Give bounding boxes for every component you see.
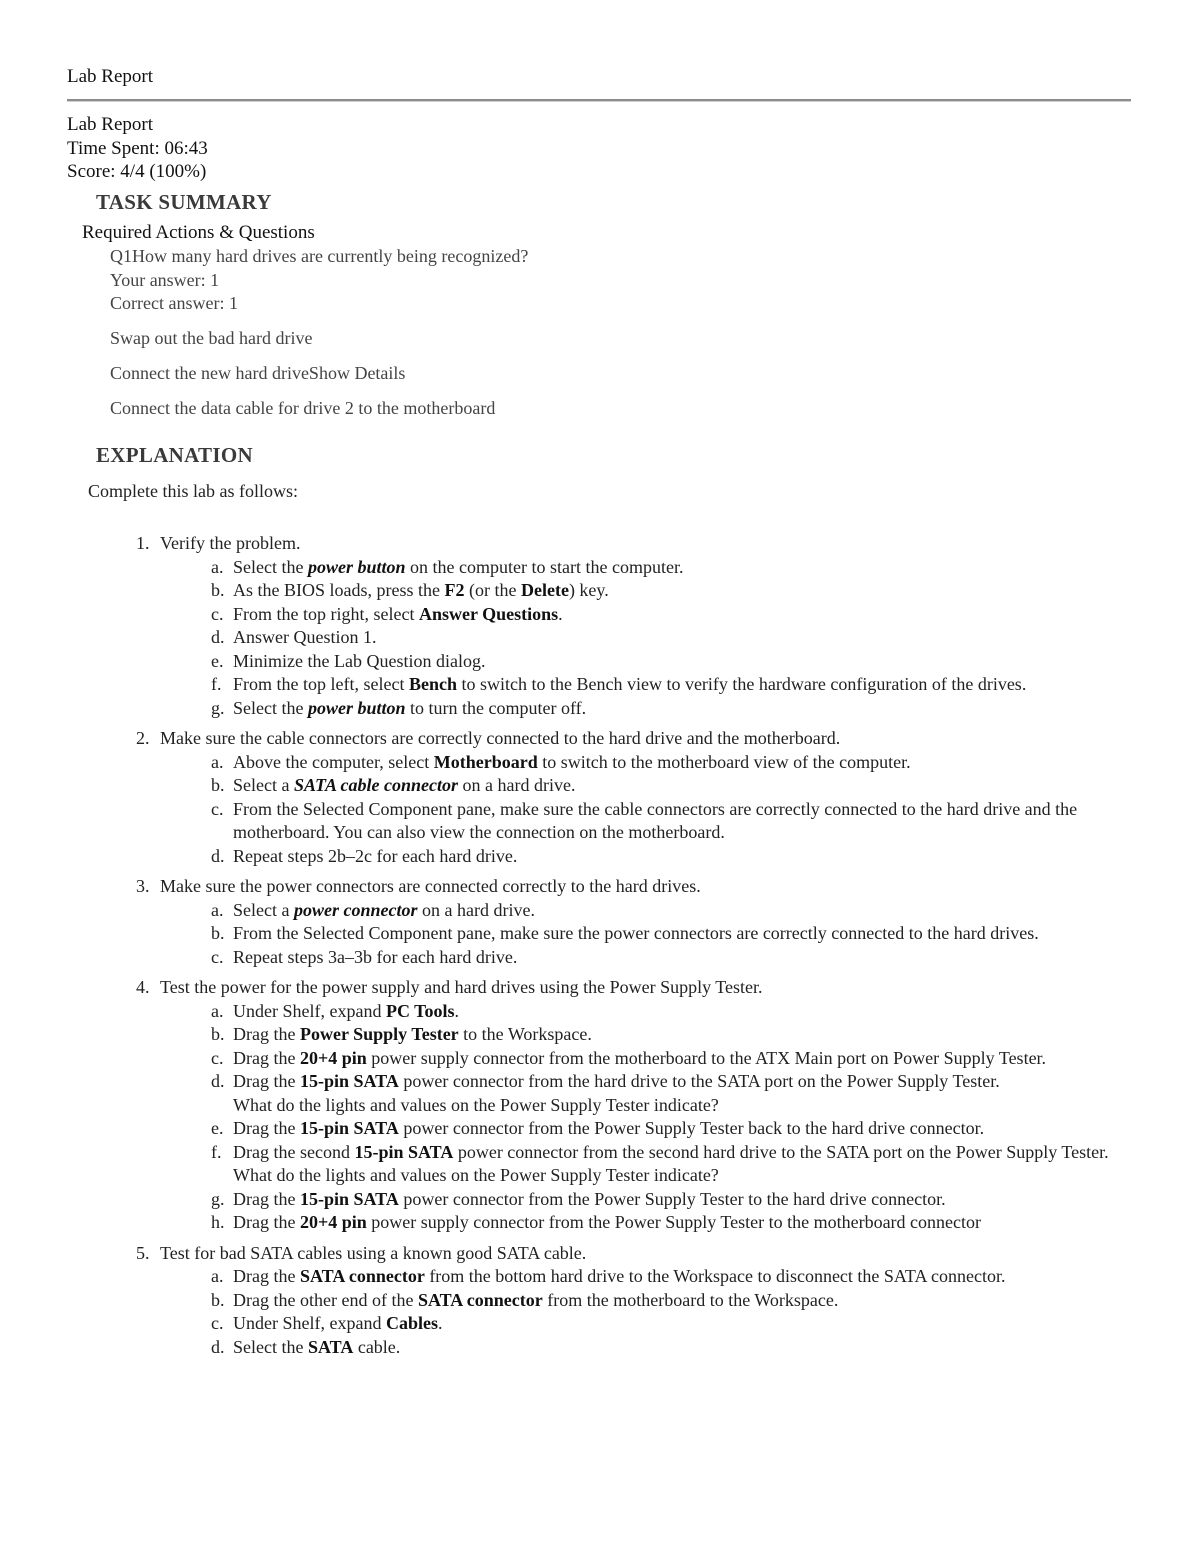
substep-list	[160, 1265, 1120, 1359]
emphasis-term: 20+4 pin	[299, 1212, 367, 1232]
emphasis-term: SATA cable connector	[293, 775, 458, 795]
substep-item	[211, 650, 1120, 674]
step-item	[136, 532, 1120, 720]
substep-item	[211, 774, 1120, 798]
substep-text: .	[454, 1000, 459, 1021]
step-item	[136, 976, 1120, 1235]
substep-text: Above the computer, select	[233, 751, 434, 772]
substep-list	[160, 899, 1120, 970]
step-item	[136, 1242, 1120, 1360]
substep-text: power connector from the Power Supply Tester to the hard drive connector.	[398, 1188, 946, 1209]
required-actions-heading: Required Actions & Questions	[82, 222, 315, 243]
substep-text: Drag the	[233, 1118, 300, 1138]
substep-text: Drag the	[233, 1266, 300, 1286]
task-summary-heading: TASK SUMMARY	[96, 190, 272, 214]
substep-text: to turn the computer off.	[405, 697, 587, 718]
task-item-connect-drive[interactable]: Connect the new hard driveShow Details	[110, 363, 406, 383]
substep-text: ) key.	[568, 580, 609, 600]
explanation-steps	[136, 532, 1120, 1366]
substep-text: From the Selected Component pane, make sure the cable connectors are correctly connected to the hard drive and the motherboard. You can also view the connection on the motherboard.	[233, 798, 1078, 842]
substep-item	[211, 579, 1120, 603]
substep-text: Answer Question 1.	[233, 627, 377, 647]
substep-text: power supply connector from the motherboard to the ATX Main port on Power Supply Tester.	[366, 1047, 1047, 1068]
emphasis-term: SATA connector	[299, 1266, 425, 1286]
substep-text: Under Shelf, expand	[233, 1000, 386, 1021]
your-answer: Your answer: 1	[110, 269, 220, 290]
substep-item	[211, 603, 1120, 627]
substep-text: on a hard drive.	[458, 775, 576, 795]
substep-text: to switch to the Bench view to verify the hardware configuration of the drives.	[456, 674, 1027, 694]
emphasis-term: F2	[444, 580, 465, 600]
substep-item	[211, 1070, 1120, 1117]
substep-text: Select the	[233, 556, 308, 577]
emphasis-term: PC Tools	[385, 1000, 455, 1021]
substep-text: Repeat steps 3a–3b for each hard drive.	[233, 946, 518, 967]
substep-text: Drag the other end of the	[233, 1289, 418, 1310]
substep-text: Select the	[233, 1336, 308, 1357]
substep-letter: d.	[211, 845, 225, 866]
substep-letter: f.	[211, 674, 222, 694]
explanation-heading: EXPLANATION	[96, 443, 253, 467]
substep-item	[211, 1141, 1120, 1188]
step-item	[136, 875, 1120, 969]
emphasis-term: power button	[307, 556, 406, 577]
substep-text: As the BIOS loads, press the	[233, 580, 445, 600]
emphasis-term: power connector	[293, 899, 418, 920]
report-meta	[67, 113, 208, 184]
page-title: Lab Report	[67, 66, 154, 87]
substep-letter: d.	[211, 627, 225, 647]
substep-list	[160, 1000, 1120, 1235]
emphasis-term: Bench	[408, 674, 457, 694]
step-number: 1.	[136, 533, 150, 553]
substep-text: power supply connector from the Power Supply Tester to the motherboard connector	[366, 1212, 982, 1232]
emphasis-term: SATA	[307, 1336, 354, 1357]
substep-item	[211, 1188, 1120, 1212]
score: Score: 4/4 (100%)	[67, 161, 207, 182]
substep-text: cable.	[353, 1336, 401, 1357]
substep-text: From the Selected Component pane, make sure the power connectors are correctly connected to the hard drives.	[233, 923, 1039, 943]
substep-item	[211, 899, 1120, 923]
substep-text: .	[558, 603, 563, 624]
substep-text: What do the lights and values on the Power Supply Tester indicate?	[233, 1094, 719, 1115]
substep-list	[160, 556, 1120, 721]
substep-item	[211, 922, 1120, 946]
substep-text: Drag the second	[233, 1141, 355, 1162]
step-text: Test for bad SATA cables using a known good SATA cable.	[160, 1242, 587, 1263]
substep-letter: c.	[211, 798, 224, 819]
question-block	[110, 245, 528, 316]
step-text: Test the power for the power supply and hard drives using the Power Supply Tester.	[160, 977, 763, 997]
step-text: Make sure the power connectors are connected correctly to the hard drives.	[160, 876, 701, 896]
substep-letter: b.	[211, 580, 225, 600]
substep-letter: e.	[211, 1118, 224, 1138]
substep-item	[211, 798, 1120, 845]
step-number: 2.	[136, 728, 150, 748]
substep-letter: f.	[211, 1141, 222, 1162]
substep-letter: c.	[211, 946, 224, 967]
emphasis-term: 15-pin SATA	[354, 1141, 454, 1162]
substep-text: on the computer to start the computer.	[405, 556, 684, 577]
substep-item	[211, 946, 1120, 970]
substep-item	[211, 697, 1120, 721]
time-spent: Time Spent: 06:43	[67, 137, 208, 159]
substep-text: Select a	[233, 899, 294, 920]
substep-letter: c.	[211, 603, 224, 624]
substep-item	[211, 556, 1120, 580]
substep-text: .	[437, 1313, 443, 1333]
substep-text: What do the lights and values on the Power Supply Tester indicate?	[233, 1165, 719, 1185]
emphasis-term: 15-pin SATA	[299, 1118, 399, 1138]
substep-letter: a.	[211, 899, 224, 920]
emphasis-term: Cables	[385, 1313, 438, 1333]
substep-text: Drag the	[233, 1212, 300, 1232]
emphasis-term: Delete	[520, 580, 569, 600]
substep-text: (or the	[464, 580, 521, 600]
substep-text: Select the	[233, 697, 308, 718]
substep-letter: d.	[211, 1336, 225, 1357]
substep-text: Select a	[233, 775, 294, 795]
substep-item	[211, 1312, 1120, 1336]
emphasis-term: 15-pin SATA	[299, 1188, 399, 1209]
substep-letter: b.	[211, 1024, 225, 1044]
substep-item	[211, 1047, 1120, 1071]
substep-list	[160, 751, 1120, 869]
substep-item	[211, 626, 1120, 650]
substep-item	[211, 673, 1120, 697]
emphasis-term: Motherboard	[433, 751, 538, 772]
step-number: 5.	[136, 1242, 150, 1263]
substep-text: Drag the	[233, 1024, 300, 1044]
step-text: Verify the problem.	[160, 533, 301, 553]
step-number: 3.	[136, 876, 150, 896]
emphasis-term: 20+4 pin	[299, 1047, 367, 1068]
question-text: Q1How many hard drives are currently being recognized?	[110, 246, 529, 266]
substep-letter: c.	[211, 1313, 224, 1333]
substep-letter: b.	[211, 775, 225, 795]
substep-text: on a hard drive.	[417, 899, 535, 920]
emphasis-term: Answer Questions	[418, 603, 559, 624]
step-item	[136, 727, 1120, 868]
substep-item	[211, 751, 1120, 775]
substep-item	[211, 1000, 1120, 1024]
substep-letter: b.	[211, 923, 225, 943]
substep-text: Repeat steps 2b–2c for each hard drive.	[233, 845, 518, 866]
substep-text: to switch to the motherboard view of the computer.	[537, 751, 911, 772]
substep-letter: a.	[211, 556, 224, 577]
substep-letter: d.	[211, 1071, 225, 1091]
substep-text: to the Workspace.	[458, 1024, 592, 1044]
substep-text: Minimize the Lab Question dialog.	[233, 650, 486, 671]
substep-letter: g.	[211, 1188, 225, 1209]
substep-item	[211, 1211, 1120, 1235]
substep-item	[211, 1117, 1120, 1141]
substep-letter: a.	[211, 751, 224, 772]
substep-text: Drag the	[233, 1188, 300, 1209]
substep-text: from the bottom hard drive to the Workspace to disconnect the SATA connector.	[424, 1266, 1006, 1286]
step-number: 4.	[136, 977, 150, 997]
header-divider	[67, 99, 1131, 102]
substep-letter: b.	[211, 1289, 225, 1310]
emphasis-term: 15-pin SATA	[299, 1071, 399, 1091]
substep-text: Drag the	[233, 1047, 300, 1068]
substep-letter: a.	[211, 1000, 224, 1021]
step-text: Make sure the cable connectors are correctly connected to the hard drive and the motherboard.	[160, 728, 841, 748]
substep-text: Drag the	[233, 1071, 300, 1091]
substep-item	[211, 1336, 1120, 1360]
explanation-intro: Complete this lab as follows:	[88, 481, 298, 501]
emphasis-term: power button	[307, 697, 406, 718]
substep-letter: e.	[211, 650, 224, 671]
substep-text: From the top right, select	[233, 603, 419, 624]
task-item-swap-drive: Swap out the bad hard drive	[110, 328, 313, 348]
substep-text: power connector from the Power Supply Tester back to the hard drive connector.	[398, 1118, 985, 1138]
correct-answer: Correct answer: 1	[110, 293, 238, 313]
report-name: Lab Report	[67, 114, 154, 135]
substep-letter: g.	[211, 697, 225, 718]
substep-text: Under Shelf, expand	[233, 1313, 386, 1333]
task-item-connect-cable: Connect the data cable for drive 2 to the motherboard	[110, 398, 496, 418]
substep-item	[211, 1265, 1120, 1289]
substep-item	[211, 1023, 1120, 1047]
substep-text: From the top left, select	[233, 674, 409, 694]
emphasis-term: SATA connector	[417, 1289, 543, 1310]
substep-item	[211, 1289, 1120, 1313]
substep-letter: a.	[211, 1266, 224, 1286]
substep-text: from the motherboard to the Workspace.	[542, 1289, 839, 1310]
substep-letter: h.	[211, 1212, 225, 1232]
emphasis-term: Power Supply Tester	[299, 1024, 459, 1044]
substep-letter: c.	[211, 1047, 224, 1068]
substep-item	[211, 845, 1120, 869]
substep-text: power connector from the second hard drive to the SATA port on the Power Supply Tester.	[453, 1141, 1109, 1162]
substep-text: power connector from the hard drive to the SATA port on the Power Supply Tester.	[398, 1071, 1000, 1091]
